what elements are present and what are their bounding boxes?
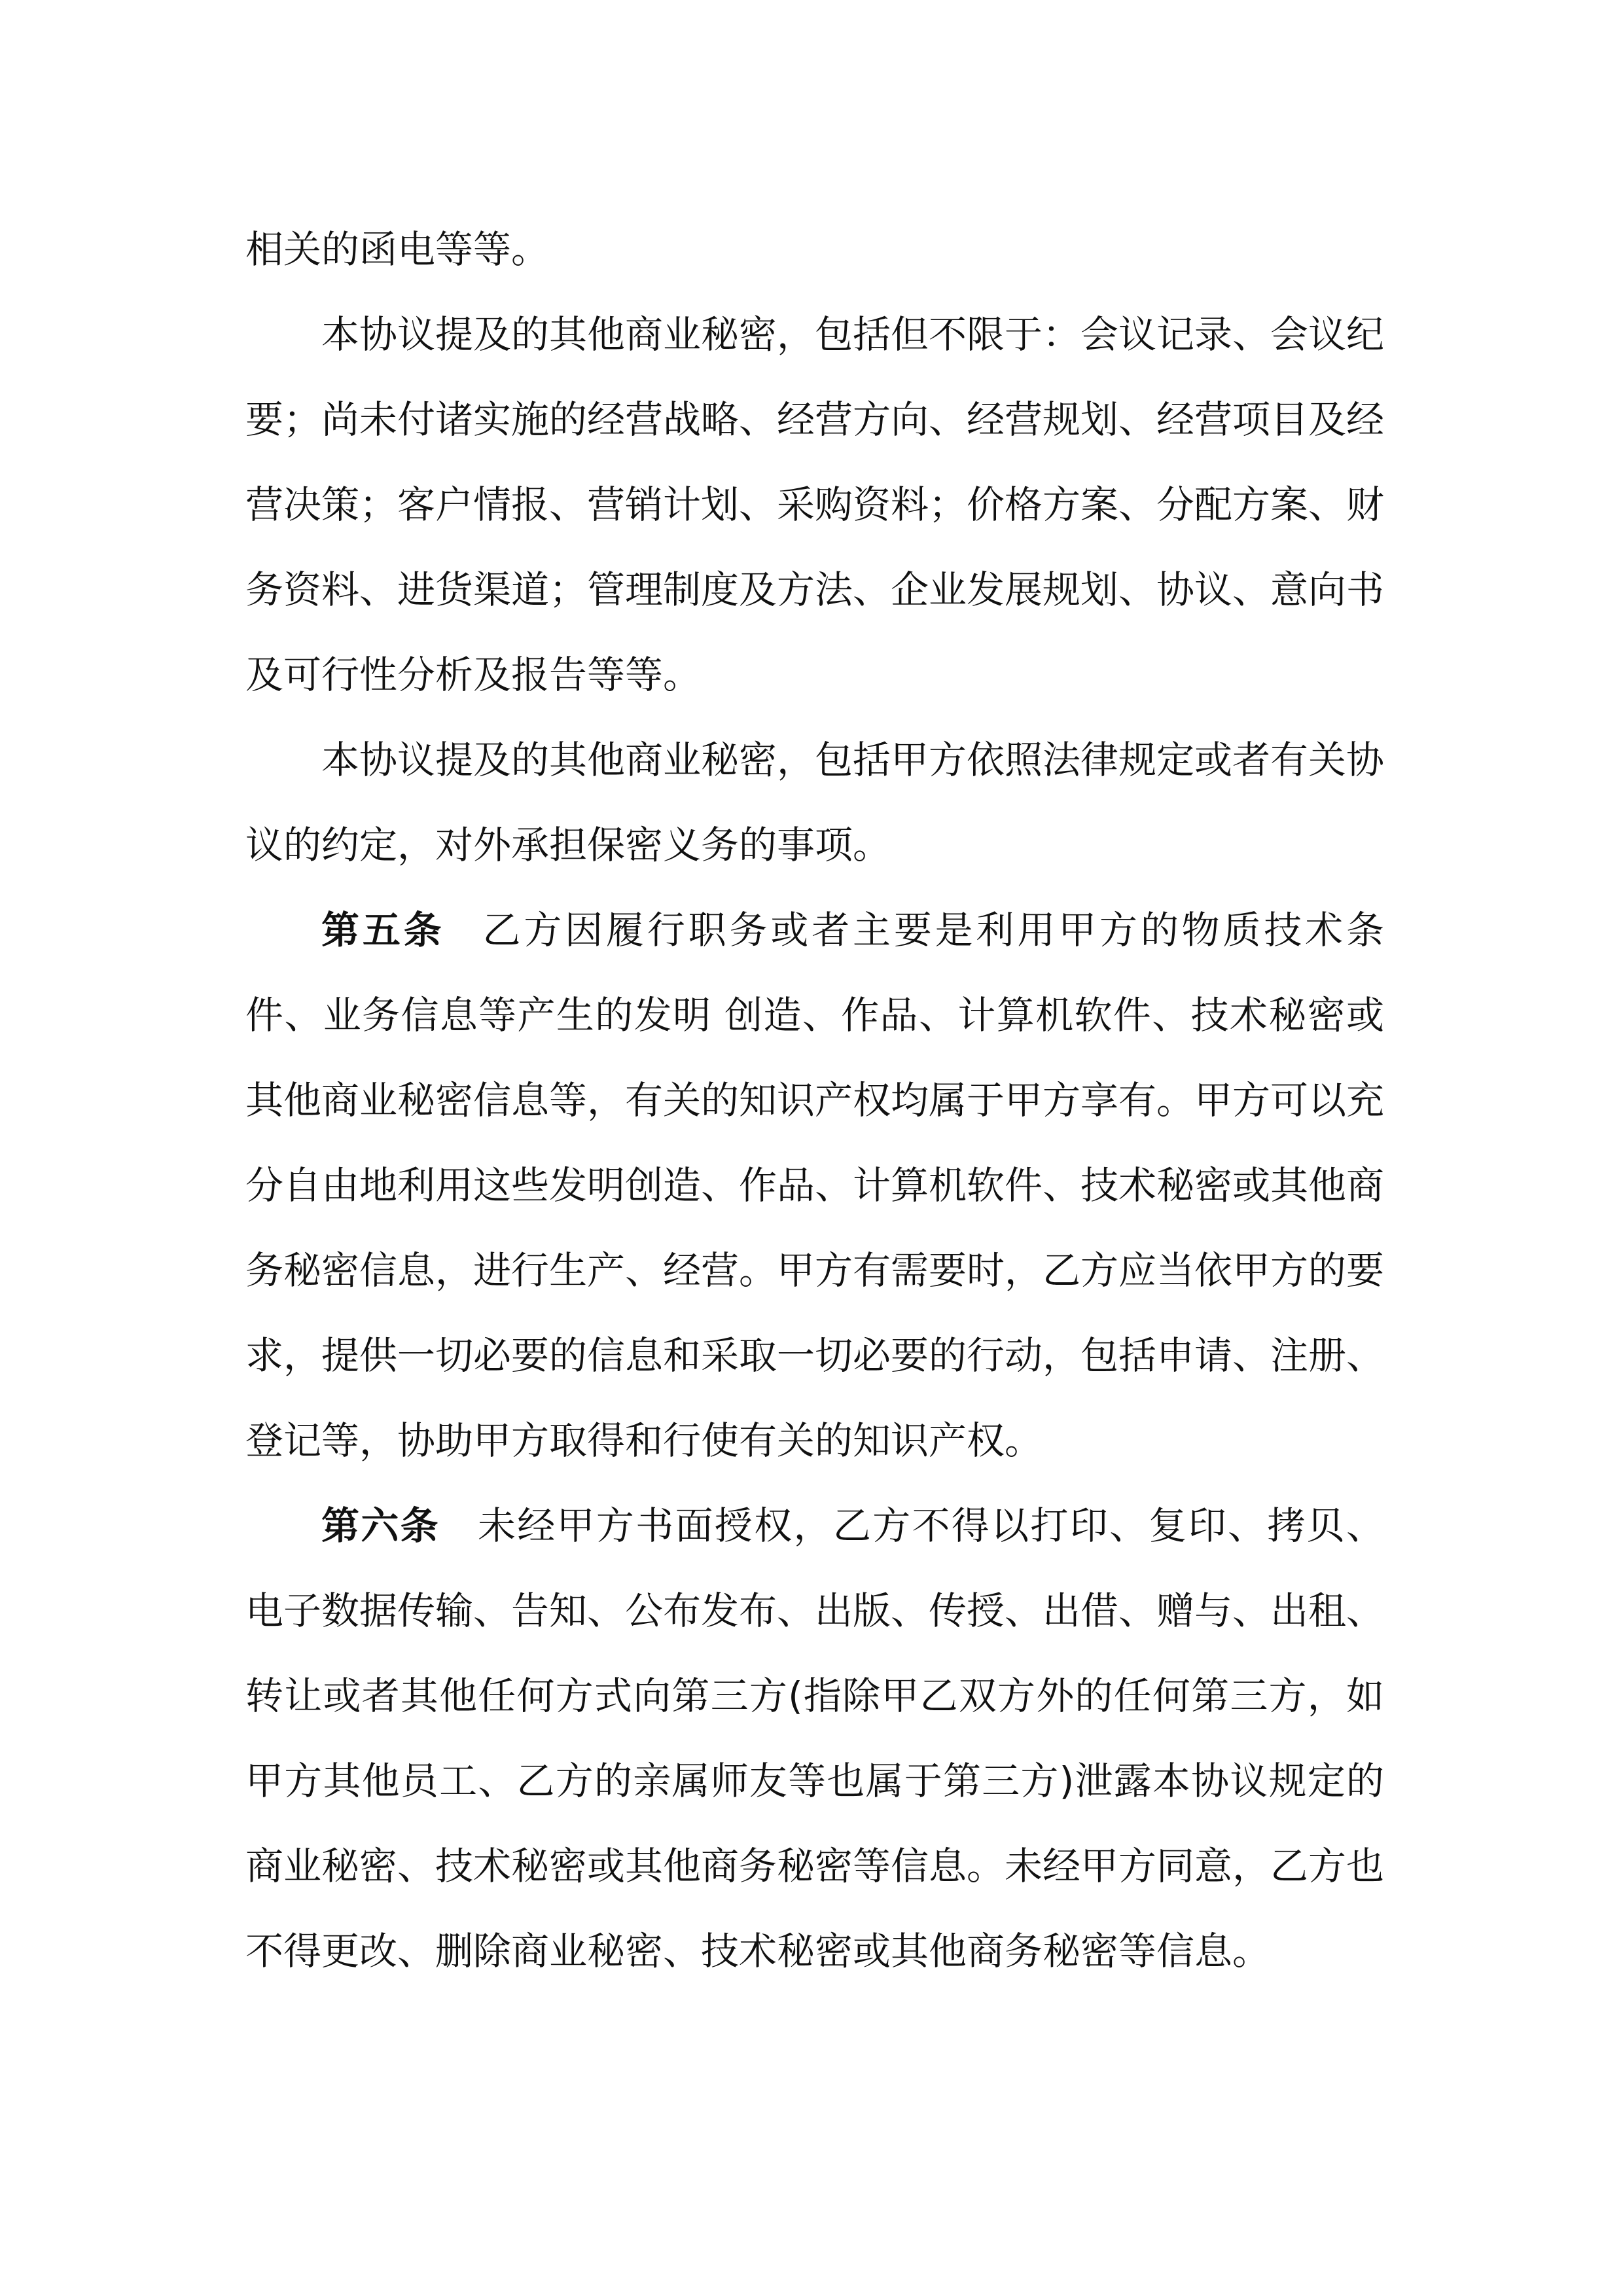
article-5 xyxy=(245,888,1384,1483)
paragraph-other-business-secrets: 本协议提及的其他商业秘密，包括但不限于：会议记录、会议纪要；尚未付诸实施的经营战略、经营方向、经营规划、经营项目及经营决策；客户情报、营销计划、采购资料；价格方案、分配方案、财务资料、进货渠道；管理制度及方法、企业发展规划、协议、意向书及可行性分析及报告等等。 xyxy=(245,312,1385,697)
article-5-text: 乙方因履行职务或者主要是利用甲方的物质技术条件、业务信息等产生的发明 创造、作品、计算机软件、技术秘密或其他商业秘密信息等，有关的知识产权均属于甲方享有。甲方可以充分自由地利用这些发明创造、作品、计算机软件、技术秘密或其他商务秘密信息，进行生产、经营。甲方有需要时，乙方应当依甲方的要求，提供一切必要的信息和采取一切必要的行动，包括申请、注册、登记等，协助甲方取得和行使有关的知识产权。 xyxy=(245,908,1385,1463)
paragraph-legal-obligations: 本协议提及的其他商业秘密，包括甲方依照法律规定或者有关协议的约定，对外承担保密义务的事项。 xyxy=(245,738,1385,867)
article-6 xyxy=(245,1483,1384,1994)
document-page xyxy=(245,207,1384,1994)
article-6-label: 第六条 xyxy=(321,1503,440,1548)
article-6-text: 未经甲方书面授权，乙方不得以打印、复印、拷贝、电子数据传输、告知、公布发布、出版、传授、出借、赠与、出租、转让或者其他任何方式向第三方(指除甲乙双方外的任何第三方，如甲方其他员工、乙方的亲属师友等也属于第三方)泄露本协议规定的商业秘密、技术秘密或其他商务秘密等信息。未经甲方同意，乙方也不得更改、删除商业秘密、技术秘密或其他商务秘密等信息。 xyxy=(245,1503,1385,1973)
article-5-label: 第五条 xyxy=(321,908,445,952)
paragraph-continuation: 相关的函电等等。 xyxy=(245,227,550,272)
